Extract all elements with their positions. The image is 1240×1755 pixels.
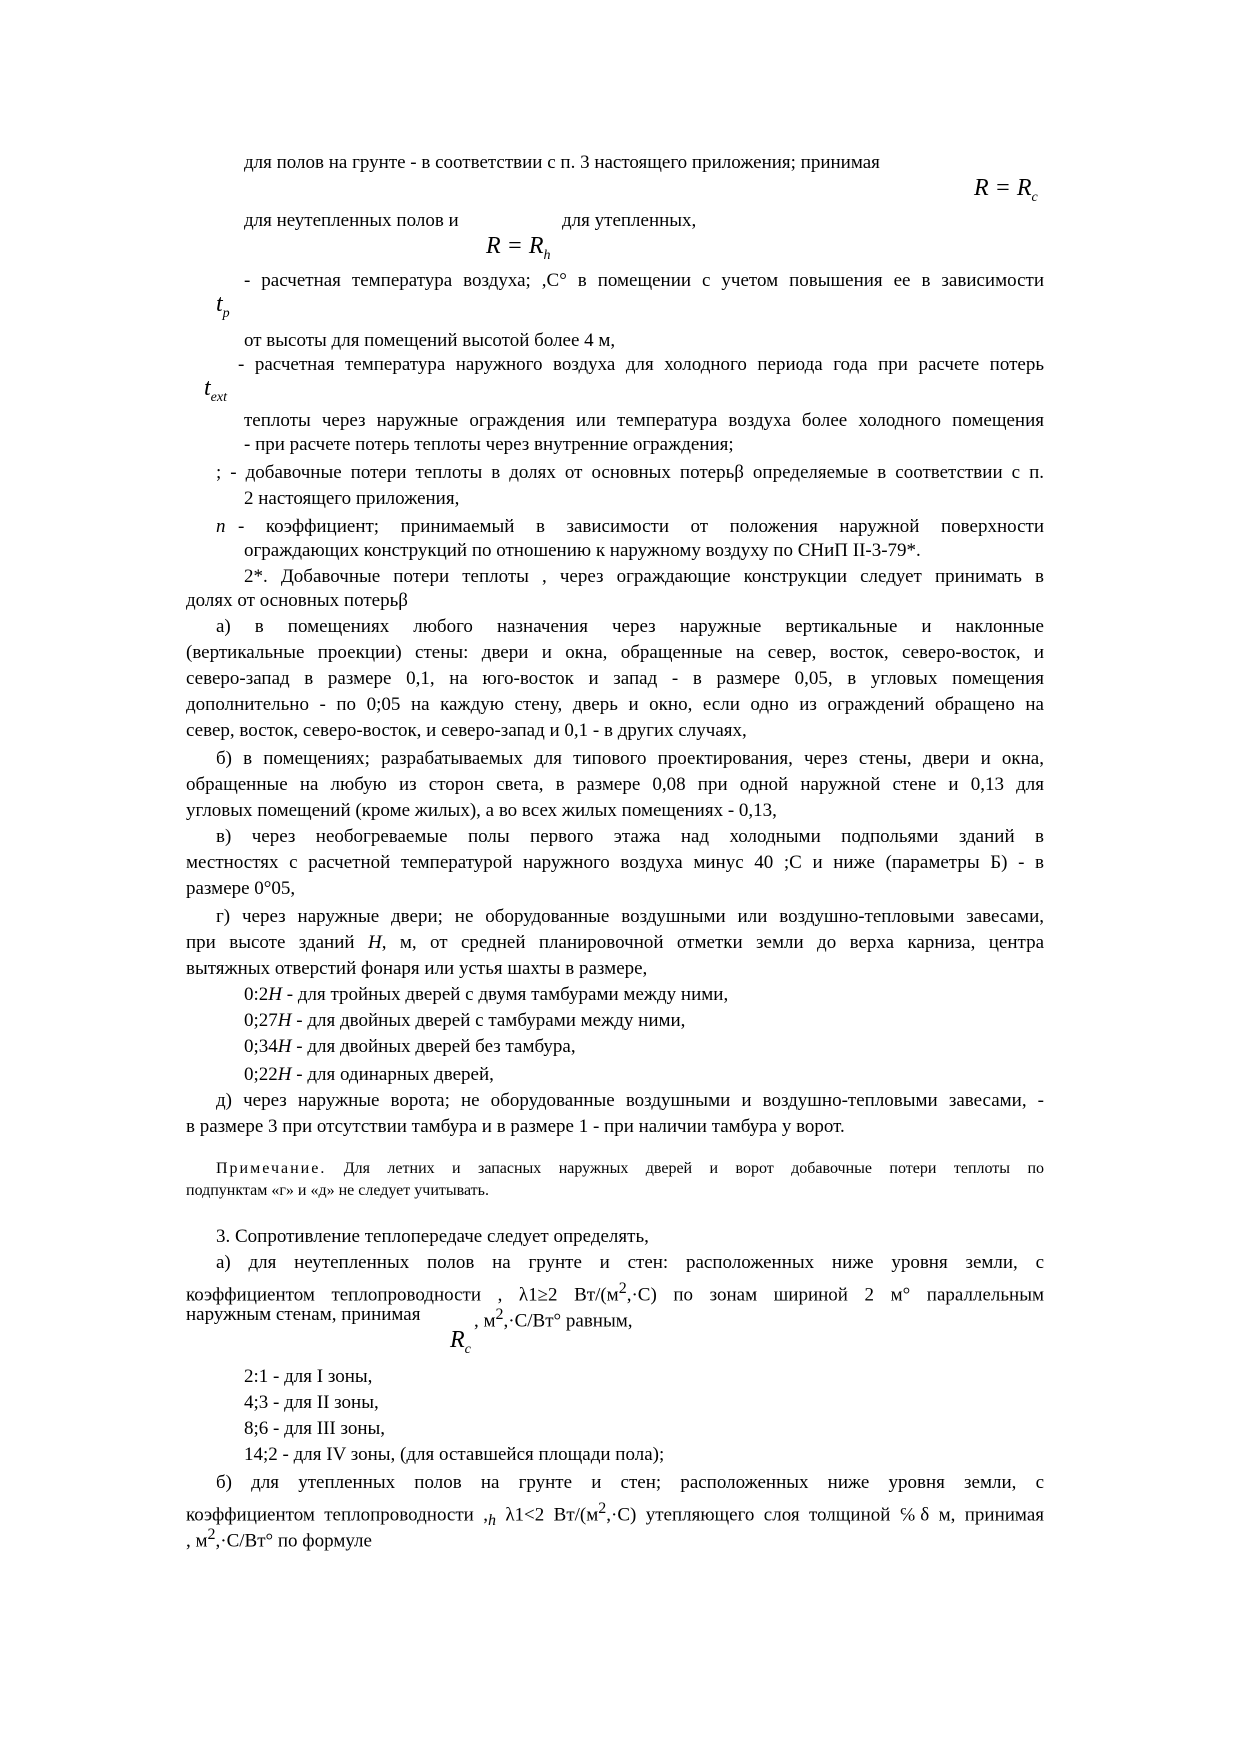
text-line: теплоты через наружные ограждения или температура воздуха более холодного помещения: [244, 410, 1044, 431]
text-line: - расчетная температура наружного воздуха для холодного периода года при расчете потерь: [238, 354, 1044, 375]
text-line-lambda: коэффициентом теплопроводности , λ1≥2 $Вт/(м^2,\cdot С)$ по зонам шириной 2 м° параллельным: [186, 1280, 1044, 1306]
formula-r-eq-rc: $R = R_c$: [974, 175, 1038, 205]
text-line: 3. Сопротивление теплопередаче следует определять,: [216, 1226, 649, 1247]
formula-r-eq-rh: $R = R_h$: [486, 233, 551, 263]
door-coefficient-line: 0;22H - для одинарных дверей,: [244, 1064, 494, 1085]
text-line: - коэффициент; принимаемый в зависимости от положения наружной поверхности: [238, 516, 1044, 537]
text-line-units: , $м^2,\cdot С/Вт^\circ$ равным,: [474, 1306, 633, 1332]
text-line: долях от основных потерьβ: [186, 590, 408, 611]
text-line: от высоты для помещений высотой более 4 м,: [244, 330, 616, 351]
text-line: б) в помещениях; разрабатываемых для типового проектирования, через стены, двери и окна,: [216, 748, 1044, 769]
zone-line: 4;3 - для II зоны,: [244, 1392, 379, 1413]
text-line-units: , $м^2,\cdot С/Вт^\circ$ по формуле: [186, 1526, 372, 1552]
text-line: дополнительно - по 0;05 на каждую стену, дверь и окно, если одно из ограждений обращено на: [186, 694, 1044, 715]
text-line: для неутепленных полов и: [244, 210, 459, 231]
door-coefficient-line: 0:2H - для тройных дверей с двумя тамбурами между ними,: [244, 984, 729, 1005]
text-line: обращенные на любую из сторон света, в размере 0,08 при одной наружной стене и 0,13 для: [186, 774, 1044, 795]
zone-line: 2:1 - для I зоны,: [244, 1366, 373, 1387]
door-coefficient-line: 0;34H - для двойных дверей без тамбура,: [244, 1036, 576, 1057]
text-line: для утепленных,: [562, 210, 697, 231]
text-line: б) для утепленных полов на грунте и стен; расположенных ниже уровня земли, с: [216, 1472, 1044, 1493]
text-line-with-h: при высоте зданий H, м, от средней планировочной отметки земли до верха карниза, центра: [186, 932, 1044, 953]
text-line: местностях с расчетной температурой наружного воздуха минус 40 ;С и ниже (параметры Б) - в: [186, 852, 1044, 873]
text-line: - расчетная температура воздуха; ,С° в помещении с учетом повышения ее в зависимости: [244, 270, 1044, 291]
formula-tp: $t_p$: [216, 291, 230, 321]
text-line: север, восток, северо-восток, и северо-запад и 0,1 - в других случаях,: [186, 720, 747, 741]
text-line: (вертикальные проекции) стены: двери и окна, обращенные на север, восток, северо-восток, и: [186, 642, 1044, 663]
text-line: ограждающих конструкций по отношению к наружному воздуху по СНиП II-3-79*.: [244, 540, 921, 561]
door-coefficient-line: 0;27H - для двойных дверей с тамбурами между ними,: [244, 1010, 686, 1031]
note-line: Примечание. Для летних и запасных наружных дверей и ворот добавочные потери теплоты по: [216, 1160, 1044, 1177]
text-line: северо-запад в размере 0,1, на юго-восток и запад - в размере 0,05, в угловых помещения: [186, 668, 1044, 689]
text-line: наружным стенам, принимая: [186, 1304, 421, 1325]
zone-line: 8;6 - для III зоны,: [244, 1418, 386, 1439]
text-line: а) в помещениях любого назначения через наружные вертикальные и наклонные: [216, 616, 1044, 637]
text-line: 2*. Добавочные потери теплоты , через ограждающие конструкции следует принимать в: [244, 566, 1044, 587]
text-line: размере 0°05,: [186, 878, 296, 899]
zone-line: 14;2 - для IV зоны, (для оставшейся площади пола);: [244, 1444, 665, 1465]
formula-text: $t_{ext}$: [204, 375, 227, 405]
text-line: в размере 3 при отсутствии тамбура и в размере 1 - при наличии тамбура у ворот.: [186, 1116, 845, 1137]
text-line: 2 настоящего приложения,: [244, 488, 460, 509]
text-line: - при расчете потерь теплоты через внутренние ограждения;: [244, 434, 734, 455]
note-line: подпунктам «г» и «д» не следует учитывать.: [186, 1182, 489, 1199]
text-line: а) для неутепленных полов на грунте и стен: расположенных ниже уровня земли, с: [216, 1252, 1044, 1273]
text-line: г) через наружные двери; не оборудованные воздушными или воздушно-тепловыми завесами,: [216, 906, 1044, 927]
text-line-lambda: коэффициентом теплопроводности $,_h$ λ1<2 $Вт/(м^2,\cdot С)$ утепляющего слоя толщиной ℅δ м, принимая: [186, 1500, 1044, 1530]
text-line: вытяжных отверстий фонаря или устья шахты в размере,: [186, 958, 648, 979]
symbol-n: n: [216, 516, 226, 537]
text-line: д) через наружные ворота; не оборудованные воздушными и воздушно-тепловыми завесами, -: [216, 1090, 1044, 1111]
formula-rc: $R_c$: [450, 1327, 471, 1357]
text-line: ; - добавочные потери теплоты в долях от основных потерьβ определяемые в соответствии с п.: [216, 462, 1044, 483]
text-line: угловых помещений (кроме жилых), а во всех жилых помещениях - 0,13,: [186, 800, 777, 821]
text-line: для полов на грунте - в соответствии с п. 3 настоящего приложения; принимая: [244, 152, 880, 173]
text-line: в) через необогреваемые полы первого этажа над холодными подпольями зданий в: [216, 826, 1044, 847]
